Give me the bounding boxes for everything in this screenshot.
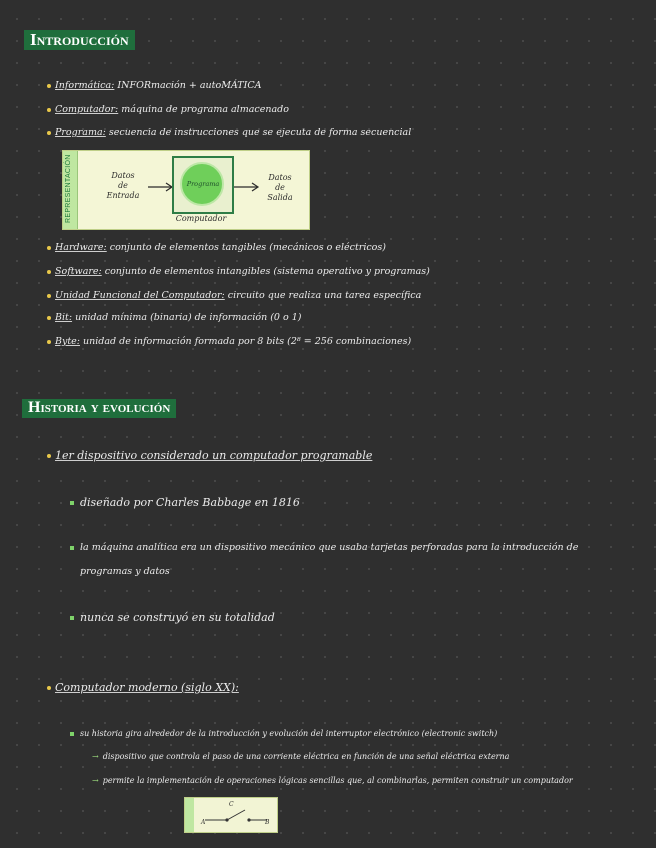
bullet-icon [47, 316, 51, 320]
sub-item-analitica [70, 542, 578, 554]
arrow-right-icon [147, 181, 175, 193]
sub-item-text: la máquina analítica era un dispositivo mecánico que usaba tarjetas perforadas para la introducción de [80, 542, 579, 553]
list-item-informatica [47, 80, 261, 92]
diagram-side-band [63, 151, 78, 229]
term: Programa: [55, 127, 106, 138]
list-item-software [47, 266, 430, 278]
term: Computador moderno (siglo XX): [55, 681, 239, 694]
sub-item-text: dispositivo que controla el paso de una corriente eléctrica en función de una señal eléctrica externa [102, 752, 510, 761]
sub-item-text: su historia gira alrededor de la introducción y evolución del interruptor electrónico (electronic switch) [80, 729, 498, 738]
list-item-computador [47, 104, 289, 116]
square-bullet-icon [70, 616, 74, 620]
input-line: Datos [111, 171, 135, 180]
output-line: Salida [267, 193, 293, 202]
bullet-icon [47, 108, 51, 112]
arrow-right-icon: → [92, 776, 99, 785]
square-bullet-icon [70, 501, 74, 505]
modern-computer-item [47, 681, 239, 695]
output-line: Datos [268, 173, 292, 182]
switch-label-top: C [229, 801, 234, 808]
definition: INFORmación + autoMÁTICA [117, 80, 262, 91]
definition: secuencia de instrucciones que se ejecuta de forma secuencial [108, 127, 412, 138]
switch-label-right: B [265, 819, 270, 826]
sub-sub-item-dispositivo [92, 751, 509, 763]
sub-item-text: diseñado por Charles Babbage en 1816 [80, 496, 300, 509]
bullet-icon [47, 340, 51, 344]
arrow-right-icon: → [92, 752, 99, 761]
bullet-icon [47, 131, 51, 135]
bullet-icon [47, 454, 51, 458]
switch-icon [197, 802, 273, 828]
sub-item-analitica-cont [80, 566, 170, 578]
bullet-icon [47, 686, 51, 690]
sub-item-text: programas y datos [80, 566, 170, 577]
program-label: Programa [186, 180, 220, 188]
list-item-hardware [47, 242, 386, 254]
input-label [101, 171, 145, 201]
bullet-icon [47, 270, 51, 274]
definition: máquina de programa almacenado [121, 104, 289, 115]
first-device-item [47, 449, 372, 463]
output-label [258, 173, 302, 203]
sub-item-babbage [70, 496, 300, 510]
definition: conjunto de elementos intangibles (sistema operativo y programas) [104, 266, 430, 277]
definition: circuito que realiza una tarea específica [227, 290, 422, 301]
square-bullet-icon [70, 546, 74, 550]
switch-label-left: A [201, 819, 206, 826]
term: Hardware: [55, 242, 107, 253]
sub-item-interruptor [70, 728, 497, 740]
term: Informática: [55, 80, 115, 91]
term: Byte: [55, 336, 80, 347]
program-box [172, 156, 234, 214]
diagram-caption: Computador [175, 214, 227, 223]
bullet-icon [47, 294, 51, 298]
square-bullet-icon [70, 732, 74, 736]
intro-heading: Introducción [24, 30, 135, 50]
list-item-byte [47, 336, 411, 348]
computer-diagram [62, 150, 310, 230]
input-line: de [118, 181, 128, 190]
sub-sub-item-permite [92, 775, 573, 787]
input-line: Entrada [106, 191, 140, 200]
sub-item-text: nunca se construyó en su totalidad [80, 611, 275, 624]
diagram-side-band [185, 798, 194, 832]
sub-item-nunca [70, 611, 275, 625]
list-item-unidad [47, 290, 421, 302]
sub-item-text: permite la implementación de operaciones lógicas sencillas que, al combinarlas, permiten construir un computador [102, 776, 573, 785]
diagram-side-label: REPRESENTACIÓN [65, 154, 72, 223]
arrow-right-icon [233, 181, 261, 193]
output-line: de [275, 183, 285, 192]
term: Software: [55, 266, 102, 277]
term: Computador: [55, 104, 119, 115]
term: Unidad Funcional del Computador: [55, 290, 225, 301]
definition: unidad de información formada por 8 bits (2⁸ = 256 combinaciones) [83, 336, 412, 347]
bullet-icon [47, 246, 51, 250]
definition: unidad mínima (binaria) de información (0 o 1) [75, 312, 302, 323]
definition: conjunto de elementos tangibles (mecánicos o eléctricos) [109, 242, 386, 253]
term: Bit: [55, 312, 73, 323]
term: 1er dispositivo considerado un computador programable [55, 449, 373, 462]
history-heading: Historia y evolución [22, 399, 176, 418]
list-item-bit [47, 312, 301, 324]
bullet-icon [47, 84, 51, 88]
switch-diagram [184, 797, 278, 833]
list-item-programa [47, 127, 411, 139]
